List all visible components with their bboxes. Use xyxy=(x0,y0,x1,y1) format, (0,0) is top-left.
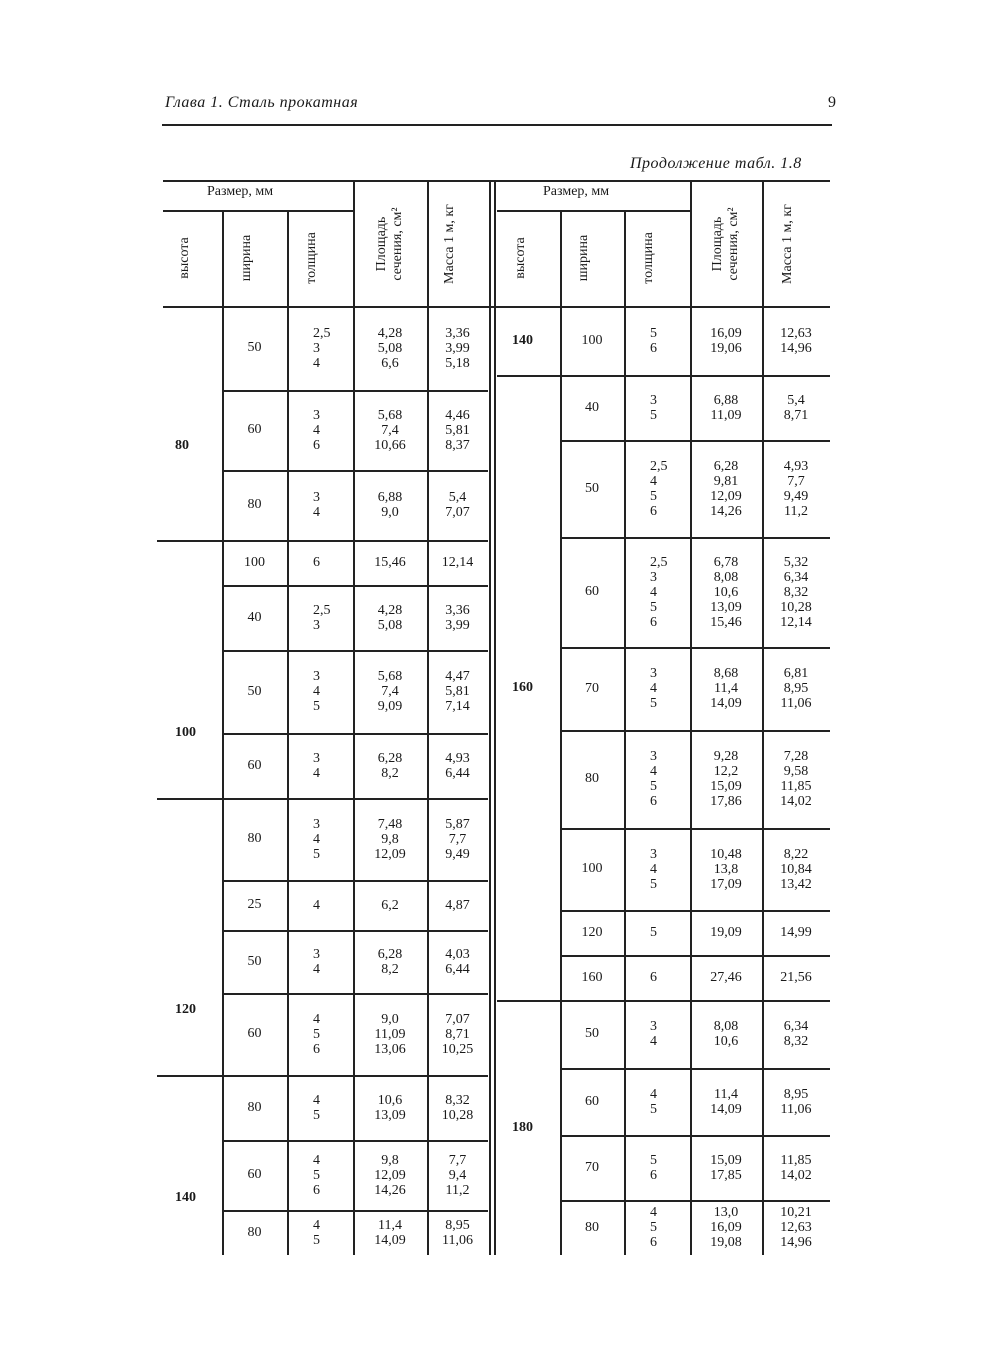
width-cell: 25 xyxy=(247,897,262,912)
rule xyxy=(624,306,626,1255)
size-header: Размер, мм xyxy=(543,184,610,199)
area-cell: 9,8 12,09 14,26 xyxy=(374,1152,406,1198)
header-rule xyxy=(162,124,832,126)
row-rule xyxy=(222,930,488,932)
area-cell: 5,68 7,4 10,66 xyxy=(374,407,406,453)
width-cell: 80 xyxy=(247,831,262,846)
mass-cell: 12,63 14,96 xyxy=(780,325,812,356)
area-cell: 6,78 8,08 10,6 13,09 15,46 xyxy=(710,554,742,630)
row-rule xyxy=(560,537,830,539)
width-cell: 60 xyxy=(247,1026,262,1041)
area-cell: 6,2 xyxy=(381,897,399,913)
width-cell: 80 xyxy=(585,771,599,786)
area-cell: 15,46 xyxy=(374,555,406,570)
area-cell: 19,09 xyxy=(710,925,742,940)
rule xyxy=(690,180,692,306)
width-cell: 50 xyxy=(585,480,599,496)
mass-cell: 5,4 7,07 xyxy=(445,490,470,520)
thickness-cell: 4 5 xyxy=(650,1086,657,1117)
row-rule xyxy=(560,828,830,830)
mass-cell: 4,46 5,81 8,37 xyxy=(445,407,470,453)
width-cell: 60 xyxy=(247,757,262,773)
height-value: 140 xyxy=(175,1189,196,1205)
thickness-cell: 4 5 6 xyxy=(313,1152,320,1198)
area-cell: 11,4 14,09 xyxy=(374,1217,406,1248)
row-rule xyxy=(222,1140,488,1142)
width-cell: 100 xyxy=(581,332,603,348)
width-cell: 60 xyxy=(247,422,262,437)
mass-cell: 4,87 xyxy=(445,897,470,913)
table-header-bottom-rule xyxy=(163,306,830,308)
width-cell: 160 xyxy=(581,969,603,985)
thickness-cell: 4 xyxy=(313,897,320,913)
thickness-cell: 3 4 5 6 xyxy=(650,749,657,809)
row-rule xyxy=(497,375,830,377)
area-cell: 27,46 xyxy=(710,970,742,985)
area-cell: 10,6 13,09 xyxy=(374,1092,406,1123)
width-cell: 120 xyxy=(581,924,603,940)
mass-cell: 3,36 3,99 5,18 xyxy=(445,325,470,371)
area-cell: 6,28 8,2 xyxy=(377,750,403,781)
thickness-cell: 5 6 xyxy=(650,325,657,356)
area-cell: 8,68 11,4 14,09 xyxy=(710,666,742,711)
row-rule xyxy=(560,910,830,912)
height-value: 80 xyxy=(175,437,189,453)
rule xyxy=(287,210,289,306)
area-cell: 10,48 13,8 17,09 xyxy=(710,846,742,892)
rule xyxy=(427,180,429,306)
thickness-cell: 5 6 xyxy=(650,1152,657,1183)
area-cell: 13,0 16,09 19,08 xyxy=(710,1205,742,1250)
mass-cell: 3,36 3,99 xyxy=(445,602,470,633)
thickness-cell: 4 5 6 xyxy=(650,1205,657,1250)
area-cell: 4,28 5,08 6,6 xyxy=(377,325,403,371)
row-rule xyxy=(222,733,488,735)
page-number: 9 xyxy=(828,94,836,111)
area-cell: 9,0 11,09 13,06 xyxy=(374,1011,406,1057)
mass-cell: 8,95 11,06 xyxy=(442,1217,473,1248)
row-rule xyxy=(222,993,488,995)
height-value: 100 xyxy=(175,724,196,740)
rule xyxy=(222,210,224,306)
width-cell: 40 xyxy=(247,609,262,625)
row-rule xyxy=(560,440,830,442)
row-rule xyxy=(222,880,488,882)
mass-header: Масса 1 м, кг xyxy=(780,204,795,284)
row-rule xyxy=(560,730,830,732)
width-cell: 40 xyxy=(585,399,599,415)
thickness-cell: 2,5 4 5 6 xyxy=(650,458,668,519)
thickness-header: толщина xyxy=(304,232,319,284)
mass-cell: 21,56 xyxy=(780,970,812,985)
rule xyxy=(353,180,355,306)
row-rule xyxy=(560,647,830,649)
row-rule xyxy=(560,955,830,957)
height-header: высота xyxy=(512,237,528,279)
mass-cell: 12,14 xyxy=(441,555,474,570)
thickness-cell: 4 5 xyxy=(313,1092,320,1123)
thickness-cell: 6 xyxy=(650,970,657,985)
thickness-cell: 2,5 3 4 5 6 xyxy=(650,554,668,630)
thickness-cell: 6 xyxy=(313,555,320,570)
size-header: Размер, мм xyxy=(207,184,274,199)
width-cell: 50 xyxy=(247,340,262,355)
thickness-cell: 3 4 5 xyxy=(650,666,657,711)
size-subheader-rule xyxy=(163,210,353,212)
width-cell: 80 xyxy=(247,1099,262,1115)
thickness-cell: 3 4 xyxy=(313,750,320,781)
rule xyxy=(624,210,626,306)
height-header: высота xyxy=(176,237,192,279)
panel-divider xyxy=(494,180,496,1255)
mass-cell: 6,34 8,32 xyxy=(783,1019,809,1049)
height-value: 140 xyxy=(512,332,533,348)
mass-cell: 8,95 11,06 xyxy=(780,1086,812,1117)
area-cell: 6,88 11,09 xyxy=(710,392,742,423)
width-cell: 100 xyxy=(581,861,603,876)
area-cell: 8,08 10,6 xyxy=(713,1019,739,1049)
mass-cell: 7,28 9,58 11,85 14,02 xyxy=(780,749,812,809)
row-rule xyxy=(157,798,488,800)
row-rule xyxy=(157,540,488,542)
width-cell: 100 xyxy=(244,554,265,570)
area-cell: 5,68 7,4 9,09 xyxy=(377,669,403,714)
thickness-cell: 3 4 5 xyxy=(313,669,320,714)
width-cell: 60 xyxy=(247,1167,262,1182)
chapter-title: Глава 1. Сталь прокатная xyxy=(165,94,359,111)
area-cell: 11,4 14,09 xyxy=(710,1086,742,1117)
thickness-cell: 3 4 5 xyxy=(650,846,657,892)
mass-cell: 14,99 xyxy=(780,925,812,940)
width-cell: 70 xyxy=(585,1159,599,1175)
width-cell: 50 xyxy=(247,953,262,969)
thickness-cell: 4 5 6 xyxy=(313,1011,320,1057)
mass-cell: 10,21 12,63 14,96 xyxy=(780,1205,812,1250)
width-header: ширина xyxy=(238,234,254,282)
width-cell: 60 xyxy=(585,1093,599,1109)
thickness-cell: 4 5 xyxy=(313,1217,320,1248)
height-value: 160 xyxy=(512,679,533,695)
area-cell: 6,28 9,81 12,09 14,26 xyxy=(710,458,742,519)
row-rule xyxy=(497,1000,830,1002)
width-cell: 80 xyxy=(247,1224,262,1240)
rule xyxy=(287,306,289,1255)
thickness-cell: 3 4 5 xyxy=(313,816,320,862)
width-cell: 70 xyxy=(585,680,599,696)
mass-header: Масса 1 м, кг xyxy=(441,204,457,284)
continuation-label: Продолжение табл. 1.8 xyxy=(630,155,802,172)
rule xyxy=(560,210,562,306)
mass-cell: 4,47 5,81 7,14 xyxy=(445,669,470,714)
thickness-cell: 2,5 3 4 xyxy=(313,325,331,371)
width-header: ширина xyxy=(576,234,591,282)
row-rule xyxy=(222,650,488,652)
thickness-cell: 3 4 xyxy=(313,490,320,520)
thickness-cell: 3 5 xyxy=(650,392,657,423)
thickness-header: толщина xyxy=(641,232,656,284)
panel-divider xyxy=(489,180,491,1255)
area-header: Площадь сечения, см² xyxy=(710,207,741,281)
mass-cell: 4,93 7,7 9,49 11,2 xyxy=(783,458,809,519)
area-header: Площадь сечения, см² xyxy=(374,207,405,281)
mass-cell: 7,7 9,4 11,2 xyxy=(445,1152,470,1198)
mass-cell: 6,81 8,95 11,06 xyxy=(780,666,812,711)
rule xyxy=(762,180,764,306)
row-rule xyxy=(222,470,488,472)
area-cell: 16,09 19,06 xyxy=(710,325,742,356)
width-cell: 50 xyxy=(585,1026,599,1041)
area-cell: 6,28 8,2 xyxy=(377,946,403,977)
thickness-cell: 3 4 6 xyxy=(313,407,320,453)
mass-cell: 8,32 10,28 xyxy=(441,1092,474,1123)
row-rule xyxy=(157,1075,488,1077)
mass-cell: 8,22 10,84 13,42 xyxy=(780,846,812,892)
height-value: 120 xyxy=(175,1002,196,1017)
row-rule xyxy=(222,390,488,392)
row-rule xyxy=(560,1068,830,1070)
mass-cell: 5,32 6,34 8,32 10,28 12,14 xyxy=(780,554,812,630)
area-cell: 7,48 9,8 12,09 xyxy=(374,816,406,862)
thickness-cell: 5 xyxy=(650,925,657,940)
mass-cell: 7,07 8,71 10,25 xyxy=(441,1011,474,1057)
height-value: 180 xyxy=(512,1119,533,1135)
row-rule xyxy=(222,585,488,587)
thickness-cell: 3 4 xyxy=(313,946,320,977)
table-top-rule xyxy=(163,180,830,182)
mass-cell: 4,03 6,44 xyxy=(445,946,470,977)
row-rule xyxy=(222,1210,488,1212)
area-cell: 6,88 9,0 xyxy=(377,490,403,520)
row-rule xyxy=(560,1200,830,1202)
area-cell: 4,28 5,08 xyxy=(377,602,403,633)
mass-cell: 5,87 7,7 9,49 xyxy=(445,816,470,862)
width-cell: 80 xyxy=(247,497,262,512)
area-cell: 9,28 12,2 15,09 17,86 xyxy=(710,749,742,809)
mass-cell: 4,93 6,44 xyxy=(445,750,470,781)
thickness-cell: 3 4 xyxy=(650,1019,657,1049)
mass-cell: 5,4 8,71 xyxy=(783,392,809,423)
row-rule xyxy=(560,1135,830,1137)
thickness-cell: 2,5 3 xyxy=(313,602,331,633)
width-cell: 50 xyxy=(247,683,262,699)
width-cell: 80 xyxy=(585,1219,599,1235)
size-subheader-rule xyxy=(497,210,690,212)
area-cell: 15,09 17,85 xyxy=(710,1152,742,1183)
mass-cell: 11,85 14,02 xyxy=(780,1152,812,1183)
width-cell: 60 xyxy=(585,584,599,599)
